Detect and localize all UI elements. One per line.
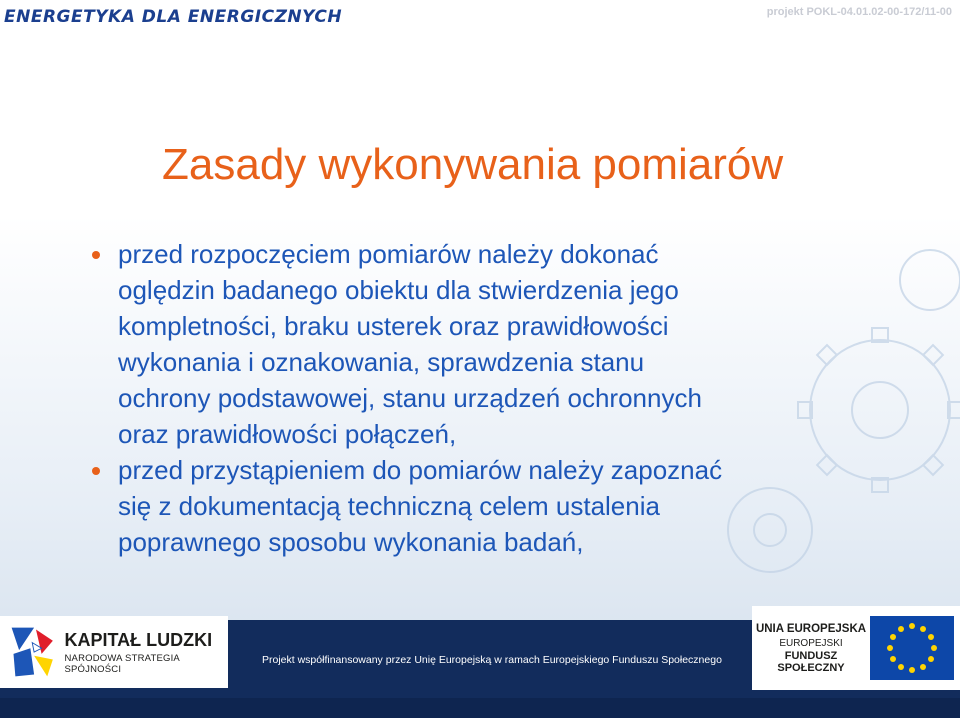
project-code: projekt POKL-04.01.02-00-172/11-00 [766, 6, 952, 18]
eu-subtitle-2: FUNDUSZ SPOŁECZNY [777, 649, 845, 674]
bullet-line: poprawnego sposobu wykonania badań, [118, 527, 584, 557]
bullet-line: przed rozpoczęciem pomiarów należy dokonać [118, 239, 659, 269]
kapital-ludzki-subtitle: NARODOWA STRATEGIA SPÓJNOŚCI [64, 652, 180, 675]
bullet-dot-icon [92, 251, 100, 259]
eu-title: UNIA EUROPEJSKA [755, 622, 867, 635]
kapital-ludzki-title: KAPITAŁ LUDZKI [64, 629, 213, 650]
header-logo [4, 4, 342, 30]
cofinance-note: Projekt współfinansowany przez Unię Europejską w ramach Europejskiego Funduszu Społecznego [262, 654, 722, 666]
bullet-line: ochrony podstawowej, stanu urządzeń ochronnych [118, 383, 702, 413]
kapital-ludzki-logo [0, 616, 228, 688]
bullet-item [88, 236, 888, 452]
bullet-list [88, 236, 888, 560]
eu-subtitle-1: EUROPEJSKI [779, 637, 843, 649]
slide-title: Zasady wykonywania pomiarów [162, 140, 784, 189]
footer-bottom-strip [0, 698, 960, 718]
bullet-line: przed przystąpieniem do pomiarów należy zapoznać [118, 455, 723, 485]
eu-logo [752, 606, 960, 690]
bullet-line: oględzin badanego obiektu dla stwierdzenia jego [118, 275, 679, 305]
bullet-line: kompletności, braku usterek oraz prawidłowości [118, 311, 669, 341]
eu-flag-icon [870, 616, 954, 680]
bullet-line: wykonania i oznakowania, sprawdzenia stanu [118, 347, 645, 377]
kapital-ludzki-emblem-icon [6, 620, 58, 684]
bullet-line: oraz prawidłowości połączeń, [118, 419, 457, 449]
header-logo-text: ENERGETYKA DLA ENERGICZNYCH [4, 7, 343, 27]
bullet-dot-icon [92, 467, 100, 475]
bullet-line: się z dokumentacją techniczną celem ustalenia [118, 491, 660, 521]
gear-ring-top [900, 250, 960, 310]
bullet-item [88, 452, 888, 560]
